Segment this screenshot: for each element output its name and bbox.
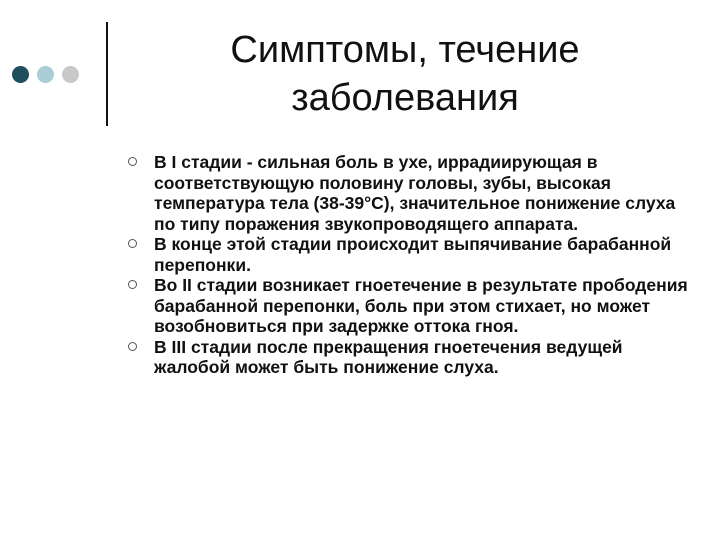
bullet-circle-icon [128, 239, 137, 248]
bullet-item [128, 152, 698, 234]
bullet-circle-icon [128, 157, 137, 166]
bullet-text: В I стадии - сильная боль в ухе, иррадиирующая в соответствующую половину головы, зубы, высокая температура тела (38-39°С), значительное понижение слуха по типу поражения звукопроводящего аппарата. [154, 152, 676, 234]
bullet-item [128, 234, 698, 275]
dot-grey-icon [62, 66, 79, 83]
slide-title [120, 26, 690, 122]
dot-dark-icon [12, 66, 29, 83]
bullet-circle-icon [128, 342, 137, 351]
slide-title-line-1: Симптомы, течение [230, 29, 580, 71]
bullet-text: Во II стадии возникает гноетечение в результате прободения барабанной перепонки, боль при этом стихает, но может возобновиться при задержке оттока гноя. [154, 275, 688, 336]
bullet-circle-icon [128, 280, 137, 289]
decorative-dots [12, 66, 79, 83]
bullet-text: В конце этой стадии происходит выпячивание барабанной перепонки. [154, 234, 672, 275]
dot-light-blue-icon [37, 66, 54, 83]
bullet-item [128, 337, 698, 378]
slide-title-line-2: заболевания [291, 77, 519, 119]
bullet-list [128, 152, 698, 378]
title-divider [106, 22, 108, 126]
bullet-text: В III стадии после прекращения гноетечения ведущей жалобой может быть понижение слуха. [154, 336, 623, 377]
bullet-item [128, 275, 698, 337]
